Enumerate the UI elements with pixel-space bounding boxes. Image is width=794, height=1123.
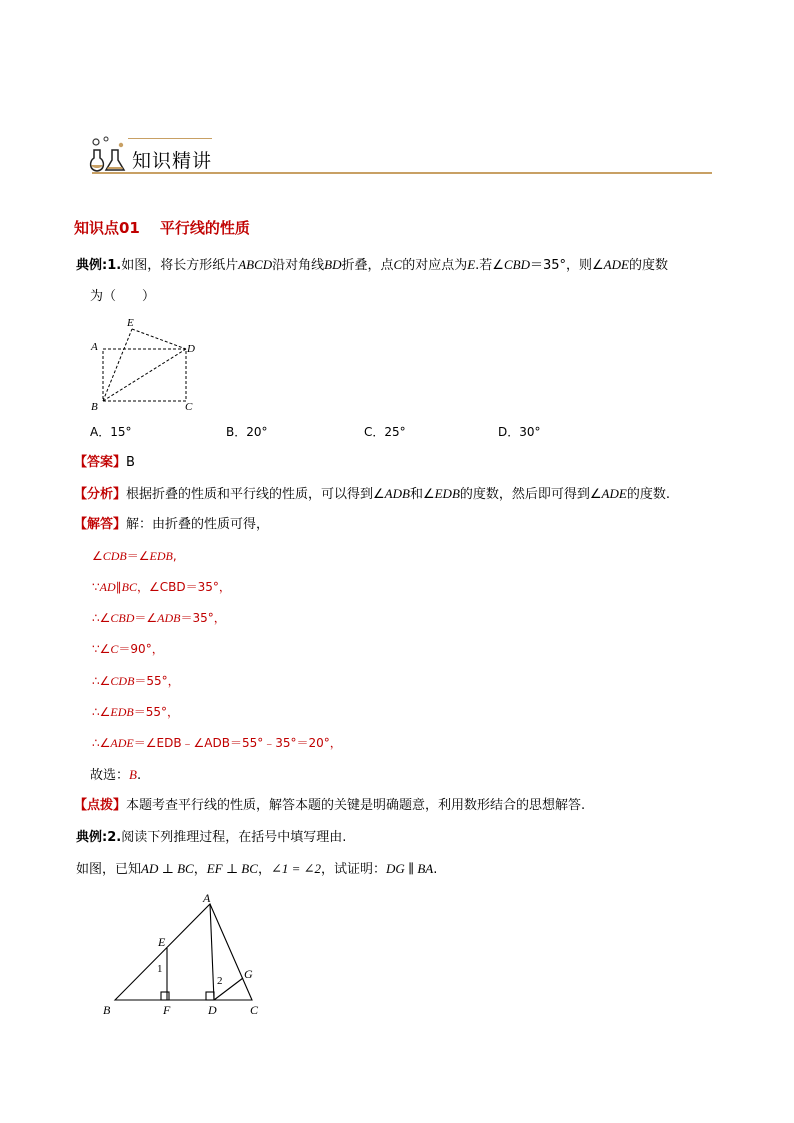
analysis-line (74, 485, 670, 504)
example-1-question-line2: 为（ ） (90, 289, 156, 304)
q1-text-4: 的对应点为 (402, 258, 468, 273)
option-d: D．30° (498, 425, 541, 439)
solution-line (74, 516, 269, 534)
segment-ad (210, 904, 214, 1000)
analysis-text-4: 的度数. (626, 487, 670, 502)
solution-choice: 故选：B. (90, 767, 142, 783)
rect-abcd (103, 349, 186, 401)
fig2-label-g: G (244, 967, 253, 981)
analysis-text-1: 根据折叠的性质和平行线的性质，可以得到∠ (126, 487, 385, 502)
analysis-text-2: 和∠ (409, 487, 435, 502)
option-a: A．15° (90, 425, 132, 439)
fig2-label-f: F (163, 1003, 171, 1017)
q1-var-ade: ADE (603, 257, 629, 272)
right-angle-d (206, 992, 214, 1000)
header-bottom-rule (92, 172, 712, 174)
analysis-tag: 【分析】 (74, 487, 127, 502)
solution-step-1: ∠CDB＝∠EDB, (92, 549, 177, 563)
q1-var-bd: BD (324, 257, 342, 272)
figure-1 (88, 314, 208, 414)
fig2-label-d: D (208, 1003, 217, 1017)
q1-text-3: 折叠，点 (341, 258, 394, 273)
solution-step-5: ∴∠CDB＝55°， (92, 674, 180, 688)
q1-var-abcd: ABCD (238, 257, 273, 272)
solution-tag: 【解答】 (74, 517, 127, 532)
segment-ed (132, 329, 186, 349)
example-1-number: 1. (107, 258, 122, 273)
answer-value: B (126, 455, 135, 470)
example-2-text: 阅读下列推理过程，在括号中填写理由. (121, 830, 347, 845)
header-top-rule (128, 138, 212, 139)
example-2-question (76, 829, 346, 847)
q1-text-6: ＝35°，则∠ (529, 258, 604, 273)
answer-tag: 【答案】 (74, 455, 127, 470)
analysis-var-ade: ADE (601, 486, 627, 501)
solution-intro: 解：由折叠的性质可得， (126, 517, 270, 532)
tip-text: 本题考查平行线的性质，解答本题的关键是明确题意，利用数形结合的思想解答. (126, 798, 586, 813)
section-number: 知识点01 (74, 219, 140, 237)
fig2-label-2: 2 (217, 975, 223, 987)
fig2-label-a: A (203, 894, 211, 905)
q1-text-1: 如图，将长方形纸片 (121, 258, 239, 273)
example-2-prefix: 典例: (76, 830, 108, 845)
flask-icon (88, 136, 128, 176)
fig2-label-c: C (250, 1003, 259, 1017)
solution-step-2: ∵AD∥BC，∠CBD＝35°， (92, 580, 231, 594)
segment-be (103, 329, 132, 401)
analysis-text-3: 的度数，然后即可得到∠ (459, 487, 602, 502)
analysis-var-adb: ADB (384, 486, 410, 501)
tip-line (74, 797, 585, 815)
analysis-var-edb: EDB (434, 486, 460, 501)
answer-line (74, 454, 135, 472)
diagonal-bd (103, 349, 186, 401)
label-b: B (91, 401, 98, 413)
example-2-given: 如图，已知AD ⊥ BC，EF ⊥ BC，∠1 = ∠2，试证明：DG ∥ BA. (76, 861, 438, 877)
header-banner (88, 134, 712, 178)
example-1-prefix: 典例: (76, 258, 108, 273)
solution-step-7: ∴∠ADE＝∠EDB﹣∠ADB＝55°﹣35°＝20°， (92, 736, 342, 750)
header-title: 知识精讲 (132, 150, 213, 172)
option-b: B．20° (226, 425, 268, 439)
tip-tag: 【点拨】 (74, 798, 127, 813)
section-title: 平行线的性质 (159, 219, 250, 237)
option-c: C．25° (364, 425, 406, 439)
label-c: C (185, 401, 193, 413)
fig2-label-1: 1 (157, 963, 163, 975)
q1-text-7: 的度数 (628, 258, 668, 273)
figure-2 (100, 894, 270, 1024)
solution-step-3: ∴∠CBD＝∠ADB＝35°， (92, 611, 226, 625)
solution-step-4: ∵∠C＝90°， (92, 642, 164, 656)
label-d: D (187, 343, 195, 355)
label-e: E (127, 317, 134, 329)
q1-text-5: .若∠ (475, 258, 504, 273)
example-2-number: 2. (107, 830, 122, 845)
right-angle-f (161, 992, 169, 1000)
q1-var-e: E (467, 257, 476, 272)
solution-step-6: ∴∠EDB＝55°， (92, 705, 180, 719)
q1-var-cbd: CBD (503, 257, 530, 272)
label-a: A (91, 341, 98, 353)
triangle-abc (115, 904, 252, 1000)
example-1-question (76, 256, 668, 275)
q1-var-c: C (393, 257, 403, 272)
fig2-label-e: E (158, 935, 166, 949)
q1-text-2: 沿对角线 (272, 258, 325, 273)
section-heading (74, 218, 250, 238)
fig2-label-b: B (103, 1003, 111, 1017)
